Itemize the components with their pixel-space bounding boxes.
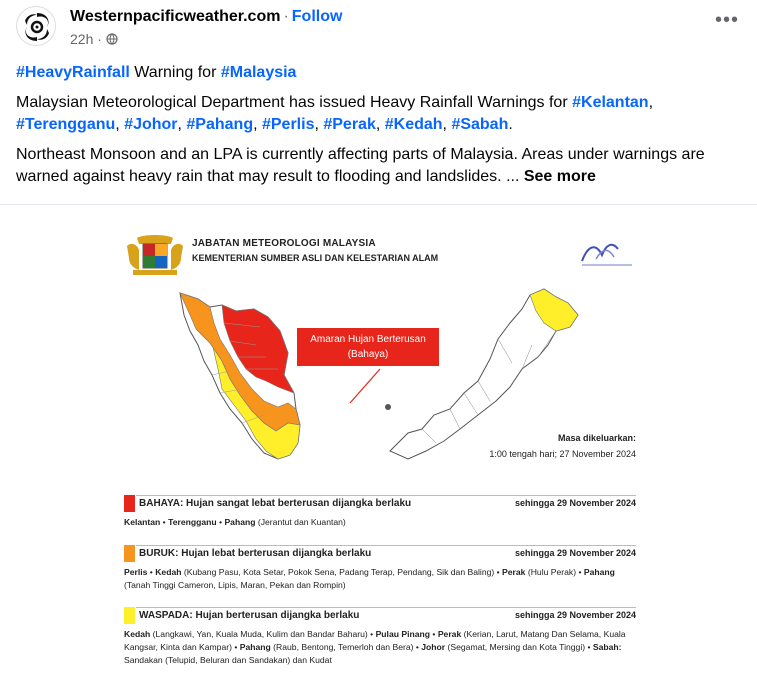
warning-waspada [124, 607, 636, 677]
hashtag-link[interactable]: #HeavyRainfall [16, 64, 130, 81]
area-detail: • [216, 517, 225, 527]
issued-label: Masa dikeluarkan: [557, 433, 636, 443]
post-line-3 [16, 144, 744, 188]
issued-value: 1:00 tengah hari; 27 November 2024 [489, 449, 636, 459]
warning-title: WASPADA: Hujan berterusan dijangka berlaku [139, 610, 360, 621]
more-options-button[interactable]: ••• [714, 9, 739, 31]
area-name: Kedah [155, 567, 182, 577]
post-text-fragment: Malaysian Meteorological Department has issued Heavy Rainfall Warnings for [16, 94, 573, 111]
hashtag-link[interactable]: #Sabah [451, 116, 509, 133]
warning-title: BURUK: Hujan lebat berterusan dijangka berlaku [139, 548, 372, 559]
warning-until: sehingga 29 November 2024 [514, 498, 636, 508]
area-detail: (Hulu Perak) • [525, 567, 584, 577]
post-image[interactable] [0, 205, 757, 687]
warning-bahaya [124, 495, 636, 539]
follow-button[interactable]: Follow [291, 8, 343, 25]
ministry-name: KEMENTERIAN SUMBER ASLI DAN KELESTARIAN ALAM [192, 253, 439, 263]
area-detail: (Tanah Tinggi Cameron, Lipis, Maran, Pekan dan Rompin) [124, 580, 346, 590]
warning-areas [124, 628, 636, 667]
warning-rule [136, 607, 636, 608]
area-name: Perak [437, 629, 462, 639]
area-name: Pahang [239, 642, 271, 652]
area-name: Johor [421, 642, 446, 652]
post-text-fragment: Northeast Monsoon and an LPA is currently affecting parts of Malaysia. Areas under warnings are warned against heavy rain that may result to flooding and landslides. ... [16, 146, 705, 185]
comma: , [648, 94, 654, 111]
area-detail: (Kerian, Larut, Matang Dan Selama, Kuala Kangsar, Kinta dan Kampar) • [124, 629, 626, 652]
area-name: Perlis [124, 567, 148, 577]
warning-title: BAHAYA: Hujan sangat lebat berterusan dijangka berlaku [139, 498, 412, 509]
coat-of-arms-icon [123, 234, 187, 276]
area-detail: • [160, 517, 169, 527]
hashtag-link[interactable]: #Pahang [186, 116, 254, 133]
post-line-1 [16, 62, 744, 84]
warning-areas [124, 566, 636, 592]
area-name: Kelantan [124, 517, 161, 527]
agency-name: JABATAN METEOROLOGI MALAYSIA [192, 238, 376, 249]
area-name: Perak [502, 567, 526, 577]
comma: , [442, 116, 452, 133]
area-name: Pulau Pinang [375, 629, 431, 639]
hashtag-link[interactable]: #Perak [323, 116, 376, 133]
separator: · [283, 8, 289, 25]
cyclone-logo-icon [17, 7, 56, 46]
warning-color-bar [124, 495, 135, 512]
hashtag-link[interactable]: #Malaysia [220, 64, 297, 81]
warning-color-bar [124, 607, 135, 624]
post-header [16, 6, 741, 54]
met-malaysia-logo-icon [574, 237, 640, 269]
warning-color-bar [124, 545, 135, 562]
globe-icon [106, 33, 118, 45]
callout-title: Amaran Hujan Berterusan [310, 334, 426, 345]
post-text [16, 62, 744, 196]
post-meta [70, 31, 118, 47]
warning-until: sehingga 29 November 2024 [514, 548, 636, 558]
hashtag-link[interactable]: #Kelantan [572, 94, 649, 111]
area-name: Pahang [583, 567, 615, 577]
warning-areas [124, 516, 636, 529]
hashtag-link[interactable]: #Terengganu [16, 116, 116, 133]
area-detail: (Langkawi, Yan, Kuala Muda, Kulim dan Bandar Baharu) • [150, 629, 376, 639]
area-name: Kedah [124, 629, 151, 639]
warning-callout [296, 327, 440, 367]
callout-subtitle: (Bahaya) [347, 349, 389, 360]
page-avatar[interactable] [16, 6, 56, 46]
area-detail: (Raub, Bentong, Temerloh dan Bera) • [270, 642, 422, 652]
comma: , [314, 116, 324, 133]
area-detail: (Kubang Pasu, Kota Setar, Pokok Sena, Padang Terap, Pendang, Sik dan Baling) • [181, 567, 503, 577]
area-name: Terengganu [168, 517, 217, 527]
area-detail: (Jerantut dan Kuantan) [255, 517, 346, 527]
area-detail: • [147, 567, 156, 577]
post-time-link[interactable]: 22h [70, 31, 94, 47]
hashtag-link[interactable]: #Perlis [261, 116, 315, 133]
see-more-link[interactable]: See more [523, 168, 596, 185]
area-name: Sabah: [592, 642, 622, 652]
area-name: Pahang [224, 517, 256, 527]
area-detail: (Segamat, Mersing dan Kota Tinggi) • [445, 642, 593, 652]
comma: , [375, 116, 385, 133]
time-separator: · [97, 31, 102, 47]
warning-rule [136, 545, 636, 546]
comma: , [177, 116, 187, 133]
warning-until: sehingga 29 November 2024 [514, 610, 636, 620]
comma: , [253, 116, 262, 133]
page-name-link[interactable]: Westernpacificweather.com [70, 8, 281, 25]
post-text-fragment: Warning for [129, 64, 221, 81]
author-line [70, 8, 342, 26]
warning-rule [136, 495, 636, 496]
area-detail: Sandakan (Telupid, Beluran dan Sandakan) dan Kudat [124, 655, 332, 665]
period: . [508, 116, 513, 133]
area-detail: • [430, 629, 438, 639]
hashtag-link[interactable]: #Johor [124, 116, 178, 133]
comma: , [115, 116, 125, 133]
warning-buruk [124, 545, 636, 599]
hashtag-link[interactable]: #Kedah [384, 116, 443, 133]
post-line-2 [16, 92, 744, 136]
